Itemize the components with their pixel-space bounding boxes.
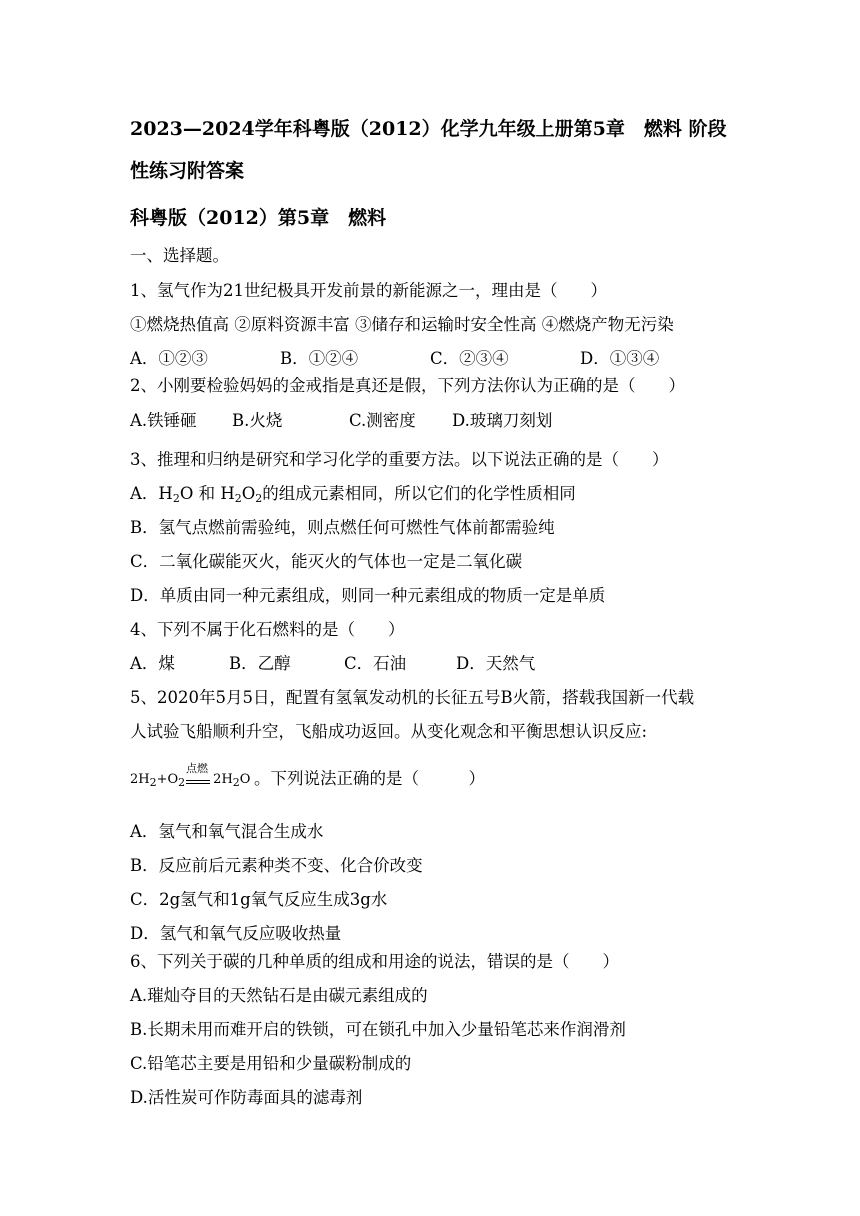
- question-6-stem: 6、下列关于碳的几种单质的组成和用途的说法，错误的是（ ）: [130, 952, 619, 971]
- chapter-subtitle: 科粤版（2012）第5章 燃料: [130, 207, 387, 229]
- question-6-option-a: A.璀灿夺目的天然钻石是由碳元素组成的: [130, 986, 428, 1005]
- question-5-option-a: A．氢气和氧气混合生成水: [130, 822, 324, 841]
- section-heading: 一、选择题。: [130, 246, 229, 265]
- question-5-stem-line-2: 人试验飞船顺利升空，飞船成功返回。从变化观念和平衡思想认识反应:: [130, 722, 648, 741]
- question-2-option-d: D.玻璃刀刻划: [452, 411, 553, 430]
- question-4-option-b: B．乙醇: [229, 654, 291, 673]
- equation-equals-line-bottom: [186, 783, 210, 784]
- question-5-option-d: D．氢气和氧气反应吸收热量: [130, 924, 342, 943]
- question-1-option-a: A．①②③: [130, 349, 208, 368]
- question-2-stem: 2、小刚要检验妈妈的金戒指是真还是假，下列方法你认为正确的是（ ）: [130, 376, 685, 395]
- question-3-option-a: A．$H_2O$ 和 $H_2O_2$的组成元素相同，所以它们的化学性质相同: [130, 484, 576, 505]
- question-1-option-d: D．①③④: [580, 349, 660, 368]
- question-3-stem: 3、推理和归纳是研究和学习化学的重要方法。以下说法正确的是（ ）: [130, 450, 669, 469]
- document-title-line-1: 2023—2024学年科粤版（2012）化学九年级上册第5章 燃料 阶段: [130, 118, 727, 140]
- question-4-option-c: C．石油: [344, 654, 407, 673]
- question-1-option-b: B．①②④: [280, 349, 359, 368]
- question-1-items: ①燃烧热值高 ②原料资源丰富 ③储存和运输时安全性高 ④燃烧产物无污染: [130, 315, 674, 334]
- question-4-option-a: A．煤: [130, 654, 175, 673]
- question-6-option-d: D.活性炭可作防毒面具的滤毒剂: [130, 1088, 363, 1107]
- question-3-option-c: C．二氧化碳能灭火，能灭火的气体也一定是二氧化碳: [130, 552, 523, 571]
- question-3-option-d: D．单质由同一种元素组成，则同一种元素组成的物质一定是单质: [130, 586, 606, 605]
- question-4-option-d: D．天然气: [456, 654, 536, 673]
- question-1-stem: 1、氢气作为21世纪极具开发前景的新能源之一，理由是（ ）: [130, 281, 607, 300]
- question-2-option-b: B.火烧: [232, 411, 283, 430]
- question-5-option-b: B．反应前后元素种类不变、化合价改变: [130, 856, 423, 875]
- document-title-line-2: 性练习附答案: [130, 160, 245, 182]
- question-4-stem: 4、下列不属于化石燃料的是（ ）: [130, 620, 405, 639]
- reaction-condition: 点燃: [186, 762, 208, 775]
- question-1-option-c: C．②③④: [430, 349, 509, 368]
- question-2-option-c: C.测密度: [349, 411, 416, 430]
- equation-formula: $2H_2+O_2$ $2H_2O$: [130, 772, 251, 789]
- question-6-option-b: B.长期未用而难开启的铁锁，可在锁孔中加入少量铅笔芯来作润滑剂: [130, 1020, 626, 1039]
- question-3-option-b: B．氢气点燃前需验纯，则点燃任何可燃性气体前都需验纯: [130, 518, 555, 537]
- question-6-option-c: C.铅笔芯主要是用铅和少量碳粉制成的: [130, 1054, 412, 1073]
- equation-equals-line-top: [186, 780, 210, 781]
- question-5-option-c: C．2g氢气和1g氧气反应生成3g水: [130, 890, 388, 909]
- question-2-option-a: A.铁锤砸: [130, 411, 197, 430]
- question-5-stem-line-1: 5、2020年5月5日，配置有氢氧发动机的长征五号B火箭，搭载我国新一代载: [130, 688, 695, 707]
- question-5-stem-tail: 。下列说法正确的是（ ）: [254, 769, 485, 788]
